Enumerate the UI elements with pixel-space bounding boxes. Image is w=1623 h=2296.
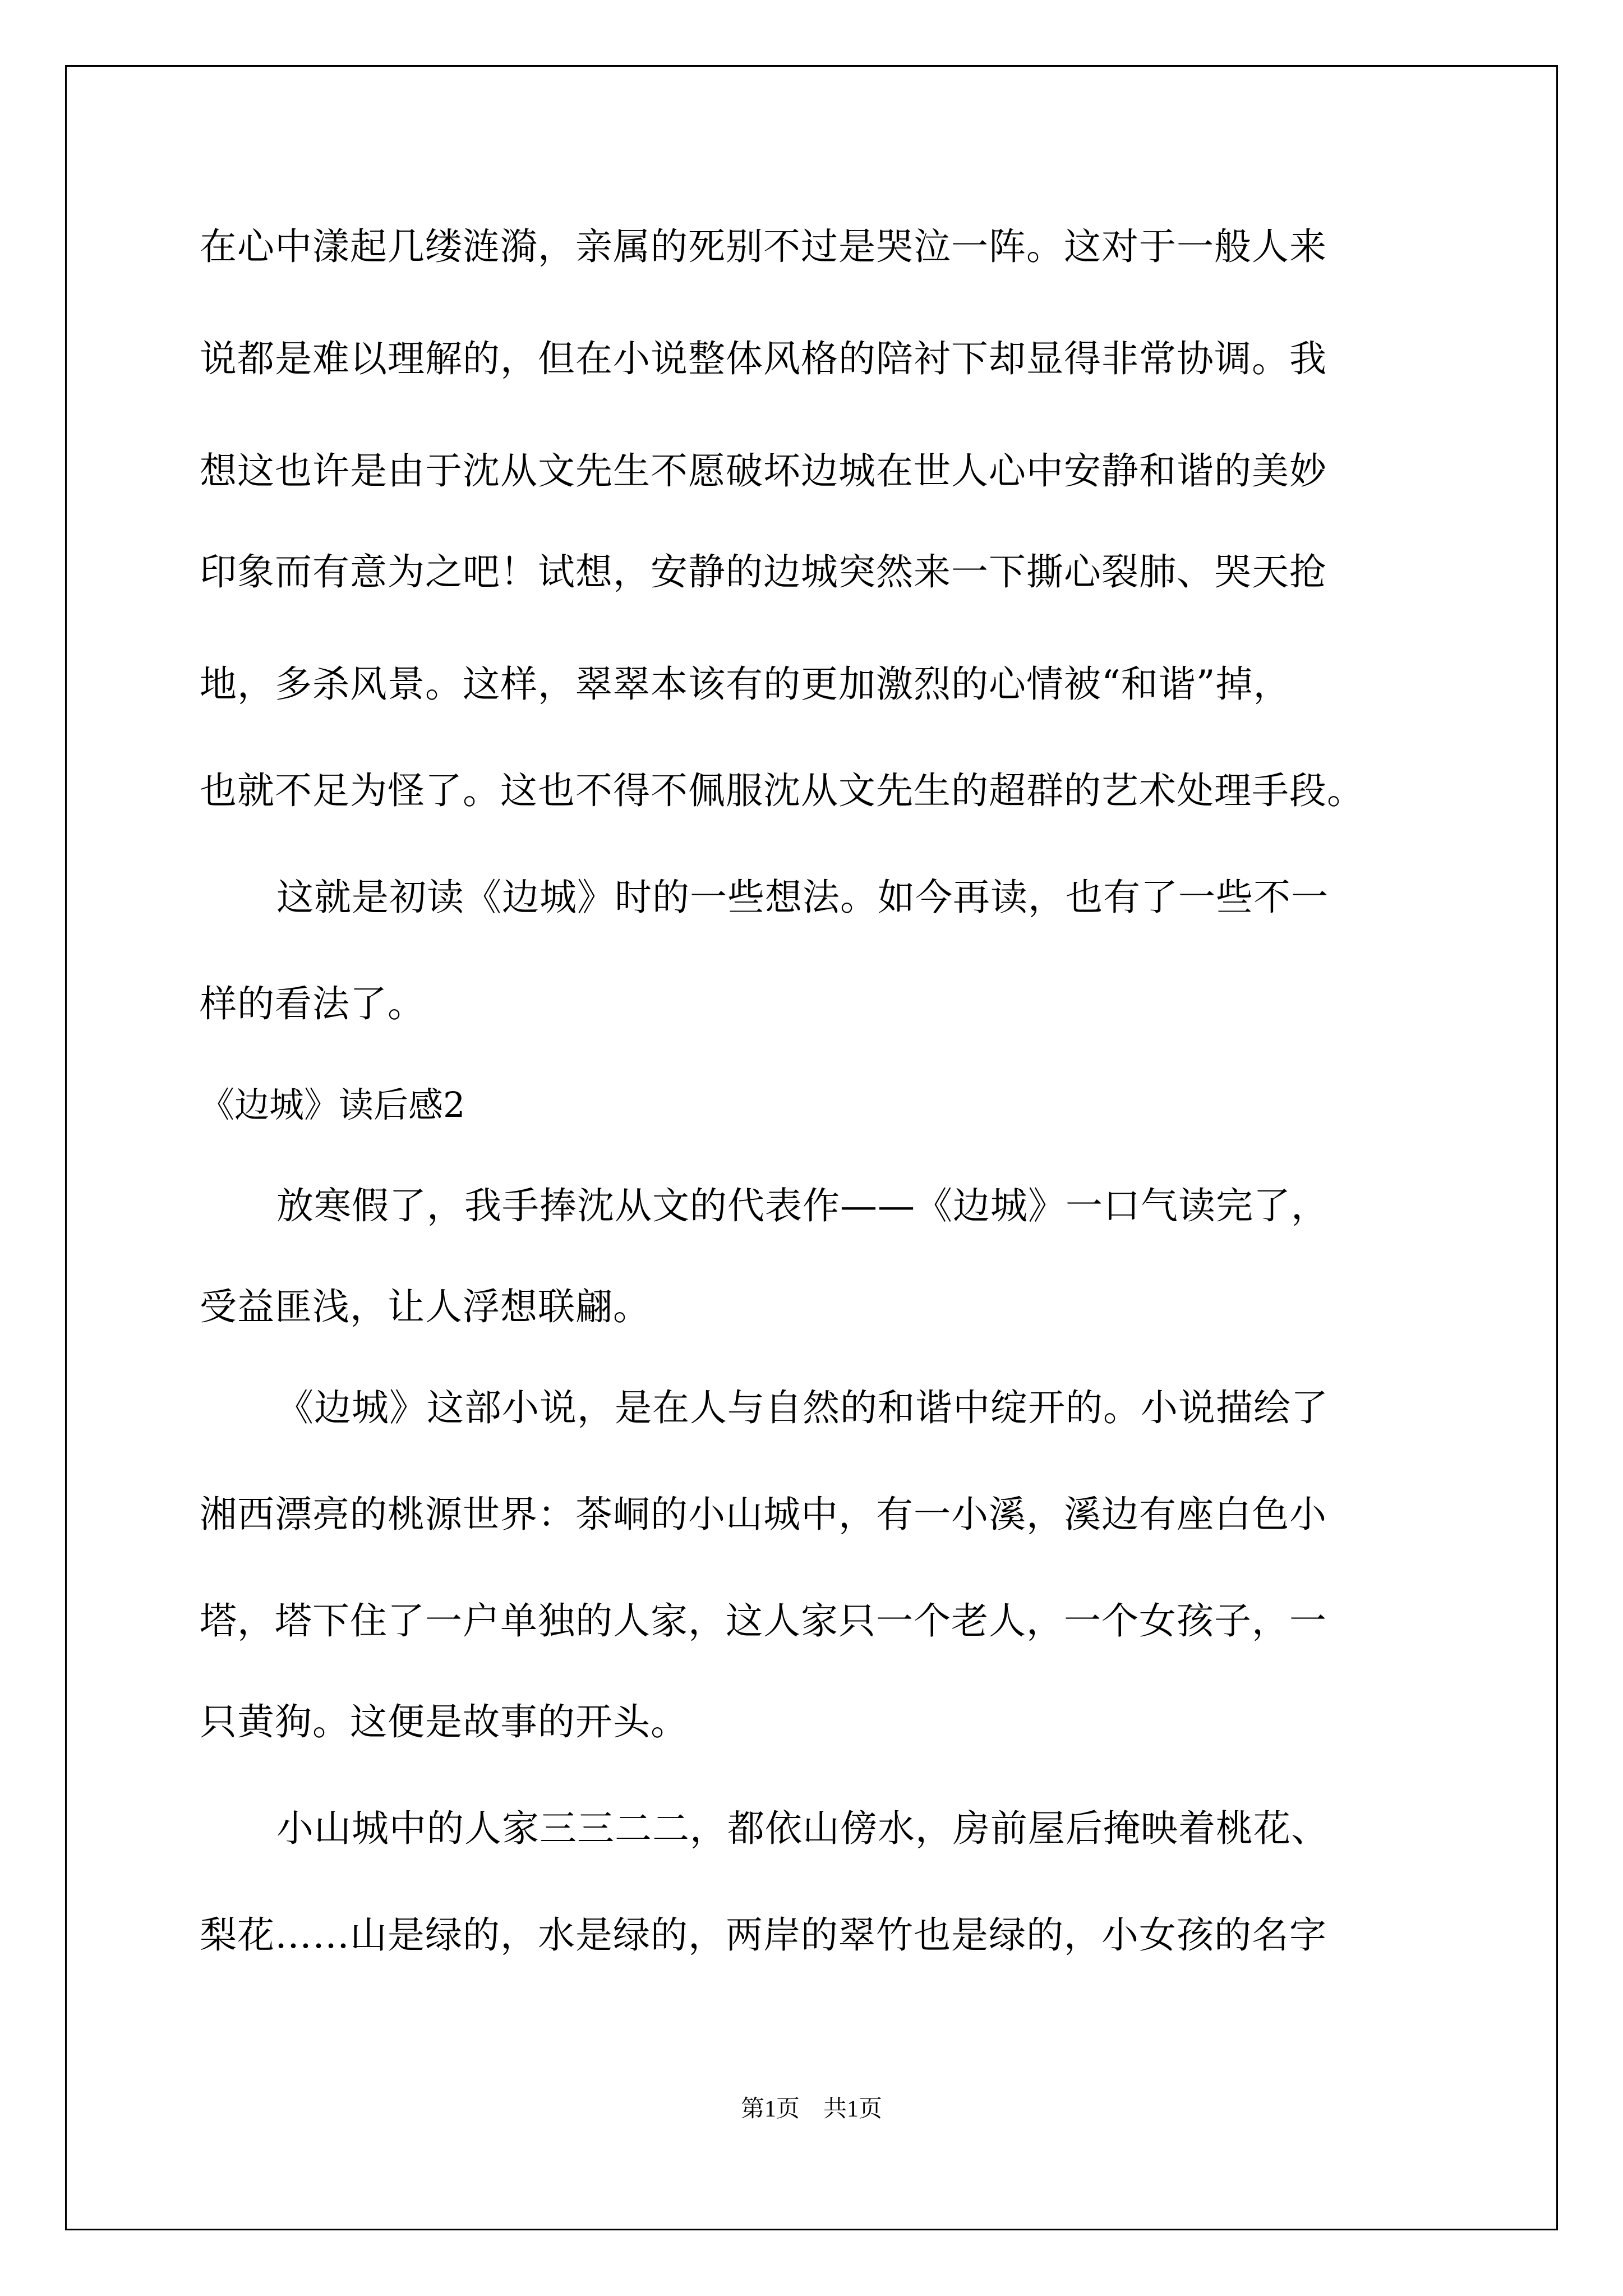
page-footer: 第1页 共1页 (740, 2096, 882, 2122)
page-border (65, 65, 1558, 2230)
body-line: 在心中漾起几缕涟漪，亲属的死别不过是哭泣一阵。这对于一般人来 (200, 225, 1327, 268)
body-line: 想这也许是由于沈从文先生不愿破坏边城在世人心中安静和谐的美妙 (200, 449, 1327, 493)
body-line: 只黄狗。这便是故事的开头。 (200, 1700, 688, 1743)
body-line: 放寒假了，我手捧沈从文的代表作——《边城》一口气读完了， (276, 1184, 1329, 1227)
body-line: 《边城》这部小说，是在人与自然的和谐中绽开的。小说描绘了 (276, 1386, 1329, 1429)
body-line: 也就不足为怪了。这也不得不佩服沈从文先生的超群的艺术处理手段。 (200, 769, 1364, 812)
body-line: 样的看法了。 (200, 982, 425, 1025)
body-line: 梨花……山是绿的，水是绿的，两岸的翠竹也是绿的，小女孩的名字 (200, 1913, 1327, 1957)
body-line: 印象而有意为之吧！试想，安静的边城突然来一下撕心裂肺、哭天抢 (200, 550, 1327, 593)
body-line: 受益匪浅，让人浮想联翩。 (200, 1285, 651, 1328)
body-line: 说都是难以理解的，但在小说整体风格的陪衬下却显得非常协调。我 (200, 337, 1327, 380)
body-line: 湘西漂亮的桃源世界：茶峒的小山城中，有一小溪，溪边有座白色小 (200, 1493, 1327, 1536)
body-line: 塔，塔下住了一户单独的人家，这人家只一个老人，一个女孩子，一 (200, 1599, 1327, 1642)
body-line: 地，多杀风景。这样，翠翠本该有的更加激烈的心情被“和谐”掉， (200, 662, 1291, 706)
body-line: 这就是初读《边城》时的一些想法。如今再读，也有了一些不一 (276, 876, 1329, 919)
section-heading: 《边城》读后感2 (200, 1084, 465, 1125)
body-line: 小山城中的人家三三二二，都依山傍水，房前屋后掩映着桃花、 (276, 1807, 1329, 1850)
